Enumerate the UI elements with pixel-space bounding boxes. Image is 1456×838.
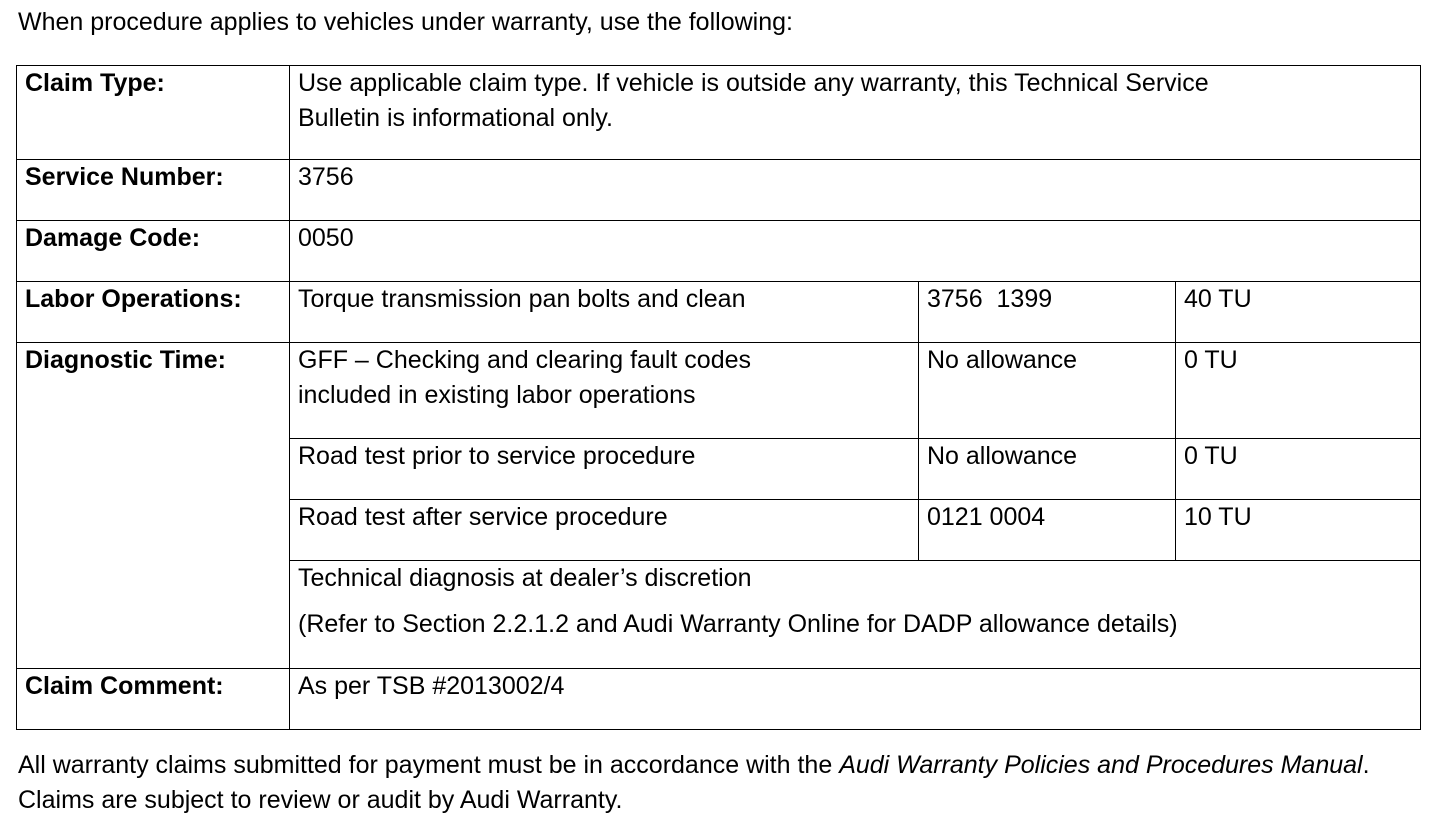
- claim-type-row: [17, 66, 1421, 160]
- road-test-prior-code: No allowance: [919, 439, 1176, 500]
- claim-type-label: Claim Type:: [17, 66, 290, 160]
- footer-text-before: All warranty claims submitted for payment must be in accordance with the: [18, 751, 840, 779]
- footer-manual-title: Audi Warranty Policies and Procedures Manual: [839, 751, 1363, 779]
- labor-operations-label: Labor Operations:: [17, 282, 290, 343]
- claim-type-line1: Use applicable claim type. If vehicle is outside any warranty, this Technical Service: [298, 69, 1209, 97]
- road-test-after-description: Road test after service procedure: [290, 500, 919, 561]
- labor-operations-code: 3756 1399: [919, 282, 1176, 343]
- damage-code-row: [17, 221, 1421, 282]
- road-test-after-time: 10 TU: [1176, 500, 1421, 561]
- damage-code-label: Damage Code:: [17, 221, 290, 282]
- damage-code-value: 0050: [290, 221, 1421, 282]
- claim-type-value: [290, 66, 1421, 160]
- service-number-label: Service Number:: [17, 160, 290, 221]
- road-test-prior-description: Road test prior to service procedure: [290, 439, 919, 500]
- service-number-value: 3756: [290, 160, 1421, 221]
- diagnostic-gff-line2: included in existing labor operations: [298, 381, 696, 409]
- footer-note: [18, 748, 1438, 818]
- diagnostic-row-gff: [17, 343, 1421, 439]
- diagnostic-gff-line1: GFF – Checking and clearing fault codes: [298, 346, 752, 374]
- claim-comment-label: Claim Comment:: [17, 669, 290, 730]
- warranty-claim-table: [16, 65, 1421, 730]
- diagnostic-time-label: Diagnostic Time:: [17, 343, 290, 669]
- intro-text: When procedure applies to vehicles under warranty, use the following:: [18, 8, 793, 36]
- road-test-after-code: 0121 0004: [919, 500, 1176, 561]
- road-test-prior-time: 0 TU: [1176, 439, 1421, 500]
- technical-diagnosis-text: Technical diagnosis at dealer’s discretion: [298, 564, 752, 592]
- claim-comment-value: As per TSB #2013002/4: [290, 669, 1421, 730]
- diagnostic-gff-description: [290, 343, 919, 439]
- service-number-row: [17, 160, 1421, 221]
- technical-diagnosis-cell: [290, 561, 1421, 669]
- labor-operations-description: Torque transmission pan bolts and clean: [290, 282, 919, 343]
- technical-diagnosis-note: (Refer to Section 2.2.1.2 and Audi Warranty Online for DADP allowance details): [298, 610, 1178, 638]
- labor-operations-row: [17, 282, 1421, 343]
- diagnostic-gff-time: 0 TU: [1176, 343, 1421, 439]
- labor-operations-time: 40 TU: [1176, 282, 1421, 343]
- claim-type-line2: Bulletin is informational only.: [298, 104, 613, 132]
- claim-comment-row: [17, 669, 1421, 730]
- footer-text-after: . Claims are subject to review or audit by Audi Warranty.: [18, 751, 1370, 814]
- diagnostic-gff-code: No allowance: [919, 343, 1176, 439]
